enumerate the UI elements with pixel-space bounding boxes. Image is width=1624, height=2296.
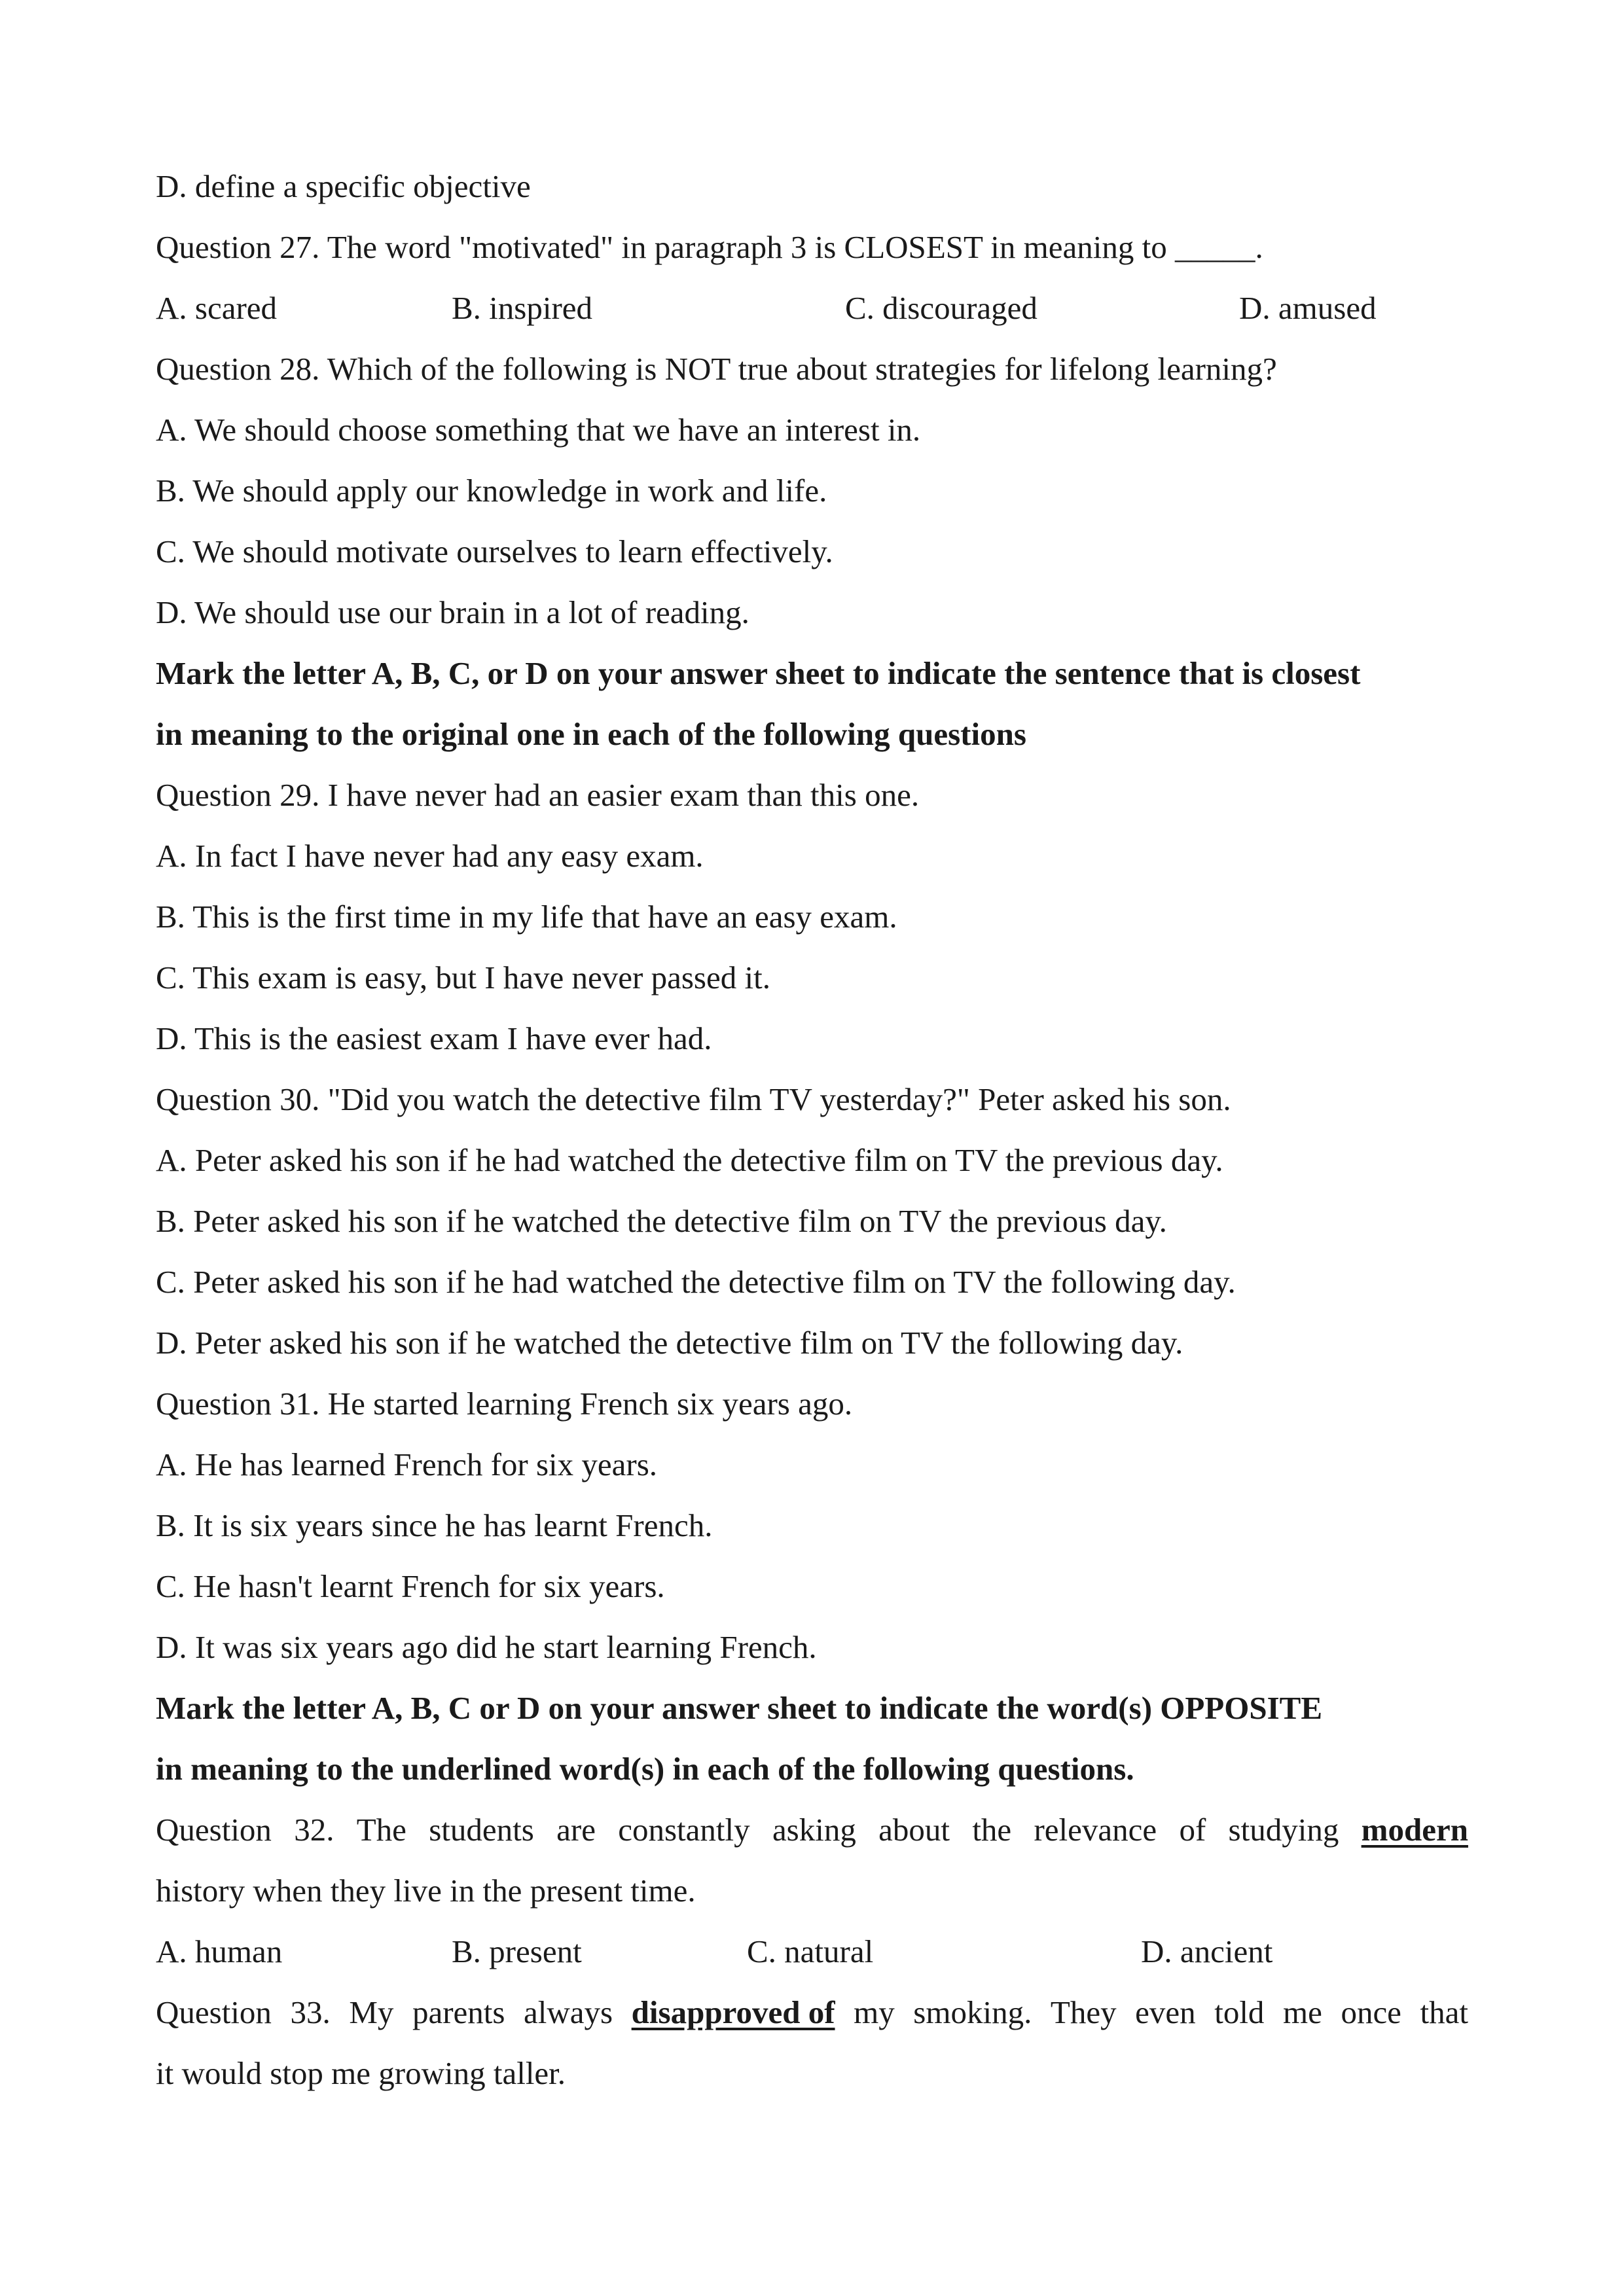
q32-word: The: [356, 1812, 406, 1848]
q32-word: of: [1179, 1812, 1206, 1848]
q33-word: once: [1341, 1994, 1401, 2030]
q32-option-a: A. human: [156, 1933, 283, 1969]
q32-word: constantly: [618, 1812, 750, 1848]
q33-word: My: [349, 1994, 394, 2030]
q27-option-d: D. amused: [1239, 290, 1377, 326]
q33-underlined-phrase: disapproved of: [631, 1994, 835, 2030]
q27-stem: Question 27. The word "motivated" in paragraph 3 is CLOSEST in meaning to _____.: [156, 229, 1263, 265]
q32-stem-line-2: history when they live in the present time.: [156, 1873, 696, 1909]
exam-page: [156, 156, 1468, 2104]
q33-word: 33.: [290, 1994, 331, 2030]
section-instruction-line-1: Mark the letter A, B, C, or D on your answer sheet to indicate the sentence that is closest: [156, 655, 1361, 691]
q27-option-a: A. scared: [156, 290, 278, 326]
q32-options: [156, 1921, 1468, 1982]
q31-option-c: C. He hasn't learnt French for six years.: [156, 1568, 665, 1604]
q32-word: about: [878, 1812, 950, 1848]
q32-underlined-word: modern: [1361, 1812, 1468, 1848]
q31-option-a: A. He has learned French for six years.: [156, 1446, 658, 1482]
q32-word: Question: [156, 1812, 272, 1848]
q29-stem: Question 29. I have never had an easier exam than this one.: [156, 777, 920, 813]
q33-word: Question: [156, 1994, 272, 2030]
q33-stem-line-2: it would stop me growing taller.: [156, 2055, 566, 2091]
q32-option-c: C. natural: [747, 1933, 874, 1969]
q32-word: 32.: [294, 1812, 334, 1848]
section-instruction-line-3: Mark the letter A, B, C or D on your answer sheet to indicate the word(s) OPPOSITE: [156, 1690, 1323, 1726]
q32-stem-line-1: [156, 1799, 1468, 1860]
q33-word: my: [854, 1994, 895, 2030]
q28-option-d: D. We should use our brain in a lot of reading.: [156, 594, 749, 630]
q30-option-c: C. Peter asked his son if he had watched the detective film on TV the following day.: [156, 1264, 1236, 1300]
q28-option-b: B. We should apply our knowledge in work and life.: [156, 473, 827, 509]
q31-option-d: D. It was six years ago did he start learning French.: [156, 1629, 817, 1665]
q32-word: relevance: [1034, 1812, 1157, 1848]
q33-word: parents: [412, 1994, 505, 2030]
q26-option-d: D. define a specific objective: [156, 168, 531, 204]
q33-word: that: [1420, 1994, 1468, 2030]
q28-option-c: C. We should motivate ourselves to learn effectively.: [156, 533, 833, 569]
q29-option-a: A. In fact I have never had any easy exam.: [156, 838, 704, 874]
q30-option-a: A. Peter asked his son if he had watched the detective film on TV the previous day.: [156, 1142, 1223, 1178]
q27-options: [156, 278, 1468, 338]
q30-stem: Question 30. "Did you watch the detective film TV yesterday?" Peter asked his son.: [156, 1081, 1231, 1117]
q33-stem-line-1: [156, 1982, 1468, 2043]
q33-word: told: [1214, 1994, 1265, 2030]
q32-word: are: [556, 1812, 596, 1848]
q31-stem: Question 31. He started learning French six years ago.: [156, 1386, 853, 1422]
q33-word: even: [1135, 1994, 1196, 2030]
q29-option-d: D. This is the easiest exam I have ever had.: [156, 1020, 712, 1056]
q33-word: They: [1050, 1994, 1117, 2030]
q33-word: always: [524, 1994, 613, 2030]
q27-option-b: B. inspired: [452, 290, 593, 326]
q28-option-a: A. We should choose something that we have an interest in.: [156, 412, 921, 448]
q30-option-b: B. Peter asked his son if he watched the detective film on TV the previous day.: [156, 1203, 1167, 1239]
q32-option-b: B. present: [452, 1933, 582, 1969]
q29-option-c: C. This exam is easy, but I have never passed it.: [156, 960, 770, 996]
q27-option-c: C. discouraged: [845, 290, 1038, 326]
q28-stem: Question 28. Which of the following is NOT true about strategies for lifelong learning?: [156, 351, 1277, 387]
q33-word: smoking.: [913, 1994, 1032, 2030]
q30-option-d: D. Peter asked his son if he watched the detective film on TV the following day.: [156, 1325, 1183, 1361]
q29-option-b: B. This is the first time in my life that have an easy exam.: [156, 899, 897, 935]
q33-word: me: [1283, 1994, 1322, 2030]
section-instruction-line-2: in meaning to the original one in each of the following questions: [156, 716, 1026, 752]
q32-word: students: [429, 1812, 534, 1848]
q32-word: asking: [772, 1812, 856, 1848]
q32-word: studying: [1228, 1812, 1339, 1848]
section-instruction-line-4: in meaning to the underlined word(s) in each of the following questions.: [156, 1751, 1134, 1787]
q32-option-d: D. ancient: [1141, 1933, 1273, 1969]
q32-word: the: [972, 1812, 1012, 1848]
q31-option-b: B. It is six years since he has learnt French.: [156, 1507, 713, 1543]
